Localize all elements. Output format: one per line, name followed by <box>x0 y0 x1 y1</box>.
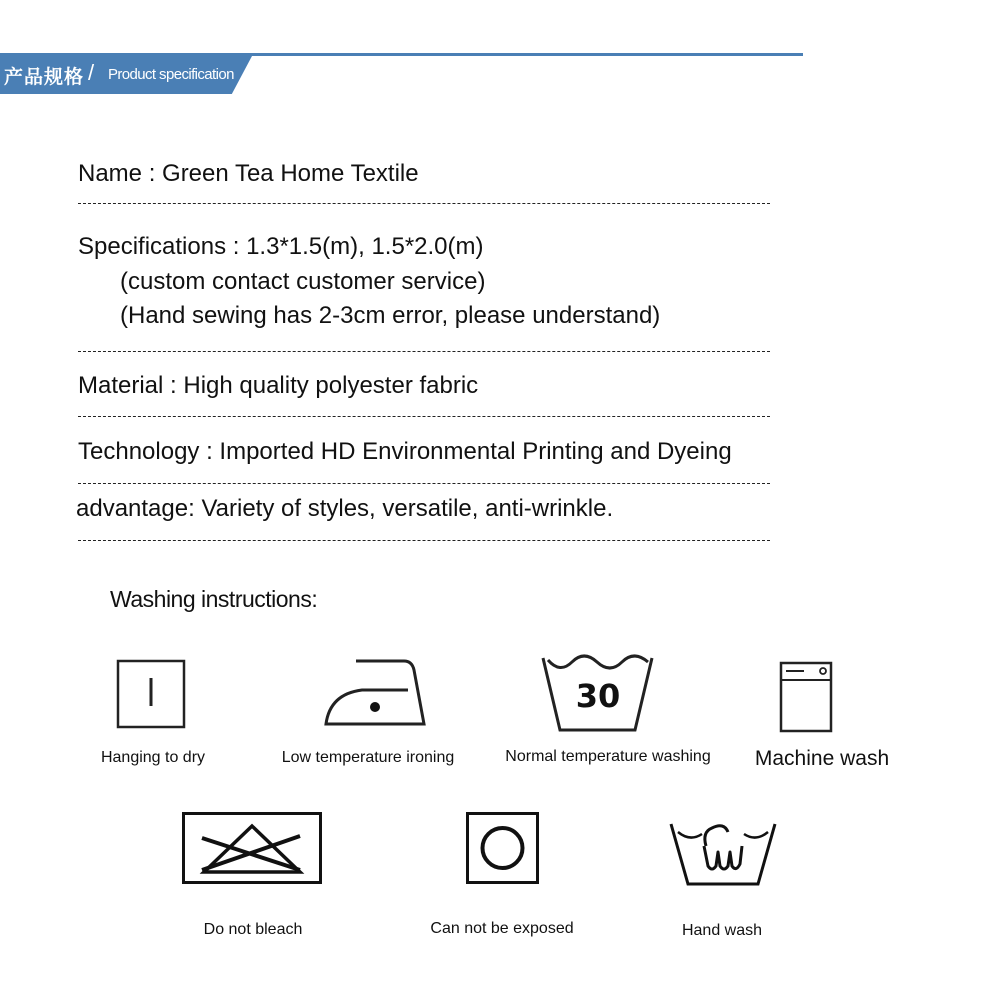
hand-wash-icon <box>668 816 778 888</box>
divider <box>78 540 770 541</box>
divider <box>78 416 770 417</box>
hanging-dry-icon <box>115 658 187 730</box>
divider <box>78 483 770 484</box>
spec-material: Material : High quality polyester fabric <box>78 372 479 399</box>
header-title-en: Product specification <box>108 66 234 83</box>
header-rule <box>0 53 803 56</box>
spec-specifications: Specifications : 1.3*1.5(m), 1.5*2.0(m) <box>78 233 484 260</box>
spec-note-error: (Hand sewing has 2-3cm error, please understand) <box>120 302 661 329</box>
spec-advantage: advantage: Variety of styles, versatile, anti-wrinkle. <box>76 495 614 522</box>
no-tumble-dry-icon <box>466 812 539 884</box>
header-title-cn: 产品规格 <box>4 66 85 88</box>
caption-no-bleach: Do not bleach <box>203 921 303 938</box>
divider <box>78 203 770 204</box>
divider <box>78 351 770 352</box>
spec-note-custom: (custom contact customer service) <box>120 268 486 295</box>
washing-machine-icon <box>778 660 834 734</box>
spec-technology: Technology : Imported HD Environmental Printing and Dyeing <box>78 438 732 465</box>
caption-normal-temp-washing: Normal temperature washing <box>505 748 711 765</box>
spec-name: Name : Green Tea Home Textile <box>78 160 419 187</box>
caption-hanging-dry: Hanging to dry <box>100 749 206 766</box>
wash-tub-icon <box>540 652 655 734</box>
caption-machine-wash: Machine wash <box>754 747 890 770</box>
iron-icon <box>322 656 428 728</box>
no-bleach-icon <box>182 812 322 884</box>
caption-hand-wash: Hand wash <box>681 922 763 939</box>
washing-title: Washing instructions: <box>110 586 318 612</box>
header-separator: / <box>88 60 95 85</box>
wash-temperature: 30 <box>575 677 621 715</box>
caption-low-temp-ironing: Low temperature ironing <box>281 749 455 766</box>
caption-not-exposed: Can not be exposed <box>430 920 574 937</box>
